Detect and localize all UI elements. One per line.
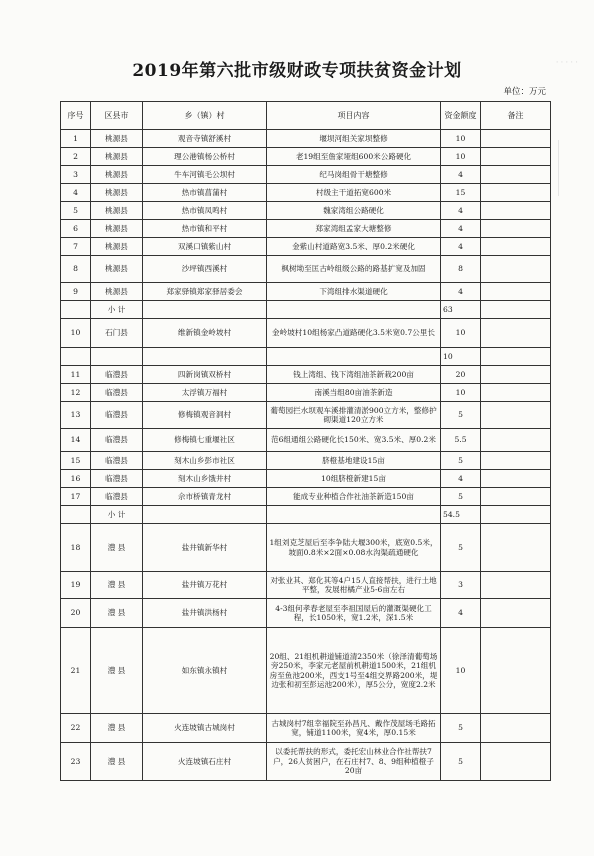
- subtotal-blank-content: [267, 506, 441, 524]
- header-village: 乡（镇）村: [143, 102, 267, 130]
- row-village: 双溪口镇紫山村: [143, 238, 267, 256]
- table-row: [61, 470, 551, 488]
- row-note: [481, 184, 551, 202]
- row-county: 桃源县: [91, 202, 143, 220]
- row-county: 澧 县: [91, 743, 143, 781]
- row-amount: 8: [441, 256, 481, 283]
- row-county: 临澧县: [91, 366, 143, 384]
- table-row: [61, 429, 551, 452]
- table-row: [61, 524, 551, 572]
- row-amount: 5: [441, 714, 481, 743]
- row-amount: 10: [441, 628, 481, 714]
- row-amount: 4: [441, 283, 481, 301]
- row-content: 魏家湾组公路硬化: [267, 202, 441, 220]
- row-note: [481, 628, 551, 714]
- row-county: 临澧县: [91, 429, 143, 452]
- header-county: 区县市: [91, 102, 143, 130]
- row-village: 修梅镇观音洞村: [143, 402, 267, 429]
- subtotal-blank-no: [61, 348, 91, 366]
- row-amount: 10: [441, 319, 481, 348]
- table-row: [61, 283, 551, 301]
- subtotal-blank-no: [61, 506, 91, 524]
- row-no: 5: [61, 202, 91, 220]
- row-content: 脐橙基地建设15亩: [267, 452, 441, 470]
- table-row: [61, 402, 551, 429]
- subtotal-row: [61, 301, 551, 319]
- unit-label: 单位：万元: [503, 87, 546, 97]
- row-no: 22: [61, 714, 91, 743]
- row-amount: 4: [441, 470, 481, 488]
- row-no: 10: [61, 319, 91, 348]
- row-note: [481, 470, 551, 488]
- row-no: 3: [61, 166, 91, 184]
- subtotal-blank-content: [267, 301, 441, 319]
- row-amount: 5.5: [441, 429, 481, 452]
- row-county: 临澧县: [91, 488, 143, 506]
- row-note: [481, 202, 551, 220]
- table-row: [61, 184, 551, 202]
- row-village: 刻木山乡彭市社区: [143, 452, 267, 470]
- row-county: 桃源县: [91, 256, 143, 283]
- subtotal-note: [481, 301, 551, 319]
- row-content: 村级主干道拓宽600米: [267, 184, 441, 202]
- row-county: 澧 县: [91, 599, 143, 628]
- row-content: 纪马岗组骨干塘整修: [267, 166, 441, 184]
- row-amount: 4: [441, 599, 481, 628]
- row-content: 葡萄园拦水坝观车溪排灌清淤900立方米，整修护砌渠道120立方米: [267, 402, 441, 429]
- subtotal-label: [91, 348, 143, 366]
- row-village: 盐井镇新华村: [143, 524, 267, 572]
- row-no: 20: [61, 599, 91, 628]
- row-content: 以委托帮扶的形式，委托宏山林业合作社帮扶7户，26人贫困户，在石庄村7、8、9组种植橙子20亩: [267, 743, 441, 781]
- table-row: [61, 238, 551, 256]
- table-header-row: [61, 102, 551, 130]
- table-row: [61, 319, 551, 348]
- row-note: [481, 452, 551, 470]
- row-note: [481, 599, 551, 628]
- row-village: 修梅镇七重堰社区: [143, 429, 267, 452]
- row-note: [481, 743, 551, 781]
- row-no: 6: [61, 220, 91, 238]
- row-content: 金紫山村道路宽3.5米、厚0.2米硬化: [267, 238, 441, 256]
- row-note: [481, 256, 551, 283]
- row-no: 16: [61, 470, 91, 488]
- row-note: [481, 384, 551, 402]
- row-note: [481, 319, 551, 348]
- subtotal-label: 小 计: [91, 506, 143, 524]
- row-village: 太浮镇万福村: [143, 384, 267, 402]
- table-row: [61, 130, 551, 148]
- row-county: 澧 县: [91, 714, 143, 743]
- row-note: [481, 488, 551, 506]
- table-row: [61, 220, 551, 238]
- row-amount: 15: [441, 184, 481, 202]
- row-content: 金岭坡村10组杨家凸道路硬化3.5米宽0.7公里长: [267, 319, 441, 348]
- row-amount: 10: [441, 148, 481, 166]
- row-village: 热市镇菖蒲村: [143, 184, 267, 202]
- subtotal-note: [481, 506, 551, 524]
- document-title: 2019年第六批市级财政专项扶贫资金计划: [132, 61, 462, 81]
- row-note: [481, 572, 551, 599]
- row-village: 火连坡镇石庄村: [143, 743, 267, 781]
- row-note: [481, 714, 551, 743]
- row-amount: 5: [441, 524, 481, 572]
- header-amount: 资金额度: [441, 102, 481, 130]
- row-county: 桃源县: [91, 220, 143, 238]
- header-note: 备注: [481, 102, 551, 130]
- table-row: [61, 628, 551, 714]
- row-content: 对张业其、郑化其等4户15人直接帮扶，进行土地平整，发展柑橘产业5-6亩左右: [267, 572, 441, 599]
- row-village: 沙坪镇西溪村: [143, 256, 267, 283]
- table-row: [61, 572, 551, 599]
- row-no: 17: [61, 488, 91, 506]
- row-county: 桃源县: [91, 238, 143, 256]
- table-row: [61, 384, 551, 402]
- row-county: 石门县: [91, 319, 143, 348]
- table-row: [61, 743, 551, 781]
- row-village: 如东镇永镇村: [143, 628, 267, 714]
- row-content: 郑家湾组孟家大塘整修: [267, 220, 441, 238]
- row-amount: 20: [441, 366, 481, 384]
- page-edge-shadow: [558, 140, 589, 196]
- row-note: [481, 238, 551, 256]
- row-county: 桃源县: [91, 148, 143, 166]
- subtotal-amount: 10: [441, 348, 481, 366]
- subtotal-row: [61, 348, 551, 366]
- row-village: 火连坡镇古城岗村: [143, 714, 267, 743]
- subtotal-amount: 63: [441, 301, 481, 319]
- row-amount: 10: [441, 130, 481, 148]
- row-note: [481, 220, 551, 238]
- subtotal-blank-village: [143, 301, 267, 319]
- row-note: [481, 524, 551, 572]
- row-village: 牛车河镇毛公坝村: [143, 166, 267, 184]
- row-no: 19: [61, 572, 91, 599]
- row-no: 2: [61, 148, 91, 166]
- row-county: 临澧县: [91, 402, 143, 429]
- row-amount: 4: [441, 238, 481, 256]
- row-content: 老19组至詹家垭组600米公路硬化: [267, 148, 441, 166]
- row-content: 能成专业种植合作社油茶新造150亩: [267, 488, 441, 506]
- row-note: [481, 148, 551, 166]
- row-amount: 10: [441, 384, 481, 402]
- row-county: 临澧县: [91, 470, 143, 488]
- row-content: 范6组通组公路硬化长150米、宽3.5米、厚0.2米: [267, 429, 441, 452]
- row-content: 堰坝河组关家坝整修: [267, 130, 441, 148]
- table-row: [61, 166, 551, 184]
- row-content: 下湾组排水渠道硬化: [267, 283, 441, 301]
- row-note: [481, 166, 551, 184]
- subtotal-blank-village: [143, 506, 267, 524]
- row-village: 理公港镇杨公桥村: [143, 148, 267, 166]
- subtotal-blank-no: [61, 301, 91, 319]
- subtotal-label: 小 计: [91, 301, 143, 319]
- row-village: 热市镇凤鸣村: [143, 202, 267, 220]
- row-content: 南溪当组80亩油茶新造: [267, 384, 441, 402]
- row-amount: 4: [441, 220, 481, 238]
- row-no: 4: [61, 184, 91, 202]
- table-row: [61, 366, 551, 384]
- row-note: [481, 130, 551, 148]
- table-row: [61, 148, 551, 166]
- fund-plan-table: [60, 101, 551, 781]
- row-amount: 4: [441, 202, 481, 220]
- row-content: 4-3组何孝春老屋至李祖国屋后的灌溉渠硬化工程，长1050米，宽1.2米，深1.5米: [267, 599, 441, 628]
- row-village: 刻木山乡饿井村: [143, 470, 267, 488]
- row-no: 14: [61, 429, 91, 452]
- row-county: 桃源县: [91, 283, 143, 301]
- subtotal-note: [481, 348, 551, 366]
- row-no: 15: [61, 452, 91, 470]
- subtotal-row: [61, 506, 551, 524]
- row-amount: 4: [441, 166, 481, 184]
- table-row: [61, 256, 551, 283]
- row-village: 佘市桥镇青龙村: [143, 488, 267, 506]
- row-village: 维新镇金岭坡村: [143, 319, 267, 348]
- row-no: 9: [61, 283, 91, 301]
- table-row: [61, 202, 551, 220]
- row-note: [481, 283, 551, 301]
- row-no: 7: [61, 238, 91, 256]
- row-county: 临澧县: [91, 452, 143, 470]
- row-amount: 3: [441, 572, 481, 599]
- row-content: 1组刘克芝屋后至李争陆大堰300米，底宽0.5米，坡面0.8米×2面×0.08水沟渠疏通硬化: [267, 524, 441, 572]
- row-village: 盐井镇洪杨村: [143, 599, 267, 628]
- row-note: [481, 402, 551, 429]
- row-no: 1: [61, 130, 91, 148]
- row-county: 桃源县: [91, 130, 143, 148]
- row-content: 枫树坳至匡古岭组级公路的路基扩宽及加固: [267, 256, 441, 283]
- header-no: 序号: [61, 102, 91, 130]
- row-county: 澧 县: [91, 628, 143, 714]
- row-no: 11: [61, 366, 91, 384]
- row-content: 10组脐橙新建15亩: [267, 470, 441, 488]
- faded-edge-marks: ·····: [555, 58, 580, 68]
- row-no: 23: [61, 743, 91, 781]
- row-no: 12: [61, 384, 91, 402]
- row-note: [481, 366, 551, 384]
- table-row: [61, 488, 551, 506]
- row-county: 澧 县: [91, 572, 143, 599]
- row-content: 古城岗村7组幸福院至孙昌凡、戴作茂屋场毛路拓宽，铺道1100米，宽4米，厚0.15米: [267, 714, 441, 743]
- table-row: [61, 599, 551, 628]
- table-row: [61, 452, 551, 470]
- row-amount: 5: [441, 743, 481, 781]
- header-content: 项目内容: [267, 102, 441, 130]
- row-county: 桃源县: [91, 184, 143, 202]
- subtotal-blank-village: [143, 348, 267, 366]
- row-village: 观音寺镇舒溪村: [143, 130, 267, 148]
- subtotal-blank-content: [267, 348, 441, 366]
- row-no: 13: [61, 402, 91, 429]
- row-note: [481, 429, 551, 452]
- row-amount: 5: [441, 402, 481, 429]
- row-village: 四新岗镇双桥村: [143, 366, 267, 384]
- row-village: 盐井镇万花村: [143, 572, 267, 599]
- row-county: 澧 县: [91, 524, 143, 572]
- subtotal-amount: 54.5: [441, 506, 481, 524]
- row-content: 钱上湾组、钱下湾组油茶新栽200亩: [267, 366, 441, 384]
- row-county: 桃源县: [91, 166, 143, 184]
- row-no: 21: [61, 628, 91, 714]
- row-no: 18: [61, 524, 91, 572]
- row-no: 8: [61, 256, 91, 283]
- row-village: 郑家驿镇郑家驿居委会: [143, 283, 267, 301]
- row-village: 热市镇和平村: [143, 220, 267, 238]
- row-county: 临澧县: [91, 384, 143, 402]
- row-amount: 5: [441, 488, 481, 506]
- table-row: [61, 714, 551, 743]
- row-amount: 5: [441, 452, 481, 470]
- row-content: 20组、21组机耕道铺道清2350米（徐泽清葡萄场旁250米，李家元老屋前机耕道1500米，21组机房至鱼池200米，西支1号至4组交界路200米，堤边张和初至彭运池200米），厚5公分，宽度2.2米: [267, 628, 441, 714]
